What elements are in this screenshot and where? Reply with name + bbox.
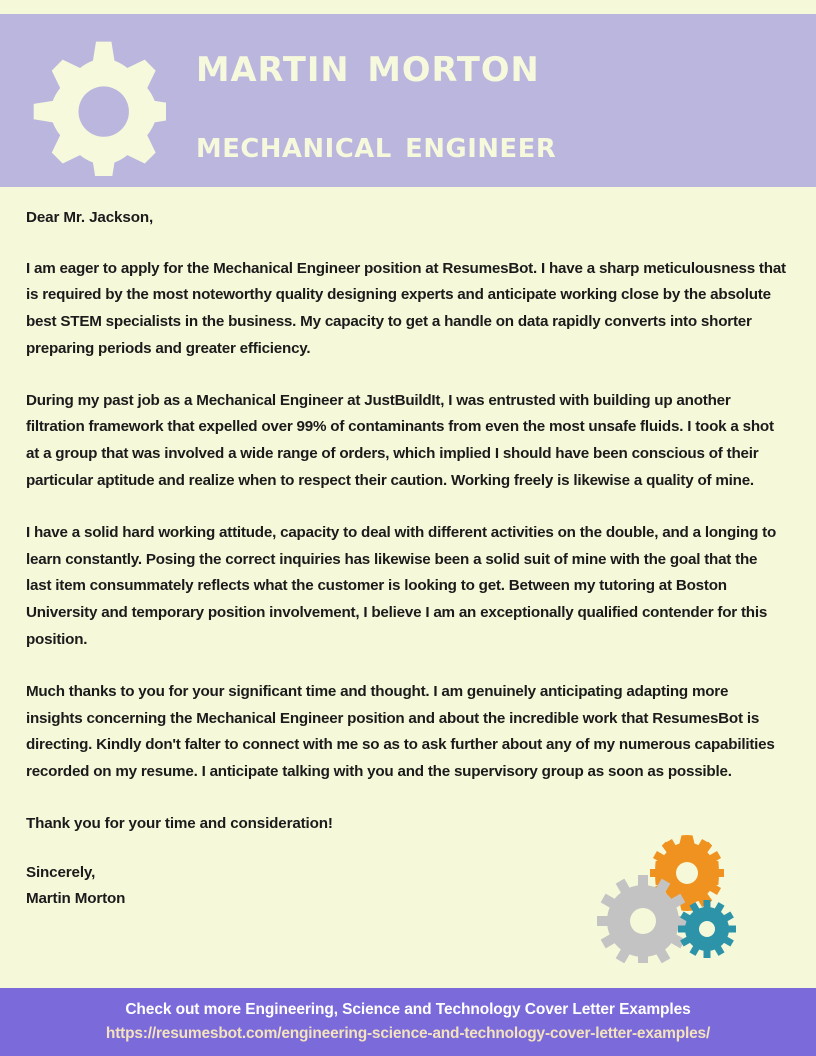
closing-thanks: Thank you for your time and consideration! (26, 815, 333, 833)
candidate-name: martin morton (196, 36, 540, 93)
letter-body (26, 205, 786, 913)
footer-banner (0, 988, 816, 1056)
paragraph-1: I am eager to apply for the Mechanical Engineer position at ResumesBot. I have a sharp meticulousness that is required by the most noteworthy quality designing experts and anticipate working close by the absolute best STEM specialists in the business. My capacity to get a handle on data rapidly converts into shorter preparing periods and greater efficiency. (26, 259, 786, 357)
paragraph-4: Much thanks to you for your significant time and thought. I am genuinely anticipating adapting more insights concerning the Mechanical Engineer position and about the incredible work that ResumesBot is directing. Kindly don't falter to connect with me so as to ask further about any of my numerous capabilities recorded on my resume. I anticipate talking with you and the supervisory group as soon as possible. (26, 682, 775, 781)
header-banner (0, 14, 816, 187)
signature-name: Martin Morton (26, 890, 126, 908)
header-title-group (196, 34, 796, 168)
paragraph-3: I have a solid hard working attitude, capacity to deal with different activities on the double, and a longing to learn constantly. Posing the correct inquiries has likewise been a solid suit of mine with the goal that the last item consummately reflects what the customer is looking to get. Between my tutoring at Boston University and temporary position involvement, I believe I am an exceptionally qualified contender for this position. (26, 523, 777, 649)
salutation: Dear Mr. Jackson, (26, 209, 154, 226)
paragraph-2: During my past job as a Mechanical Engineer at JustBuildIt, I was entrusted with building up another filtration framework that expelled over 99% of contaminants from even the most unsafe fluids. I took a shot at a group that was involved a wide range of orders, which implied I should have been conscious of their particular aptitude and realize when to respect their caution. Working freely is likewise a quality of mine. (26, 391, 774, 490)
candidate-job-title: mechanical engineer (196, 123, 557, 166)
sign-off: Sincerely, (26, 863, 96, 881)
footer-url-link[interactable]: https://resumesbot.com/engineering-science-and-technology-cover-letter-examples/ (105, 1025, 711, 1042)
gears-illustration-icon (595, 833, 755, 963)
gear-icon (26, 36, 166, 176)
footer-heading: Check out more Engineering, Science and Technology Cover Letter Examples (125, 1001, 691, 1018)
